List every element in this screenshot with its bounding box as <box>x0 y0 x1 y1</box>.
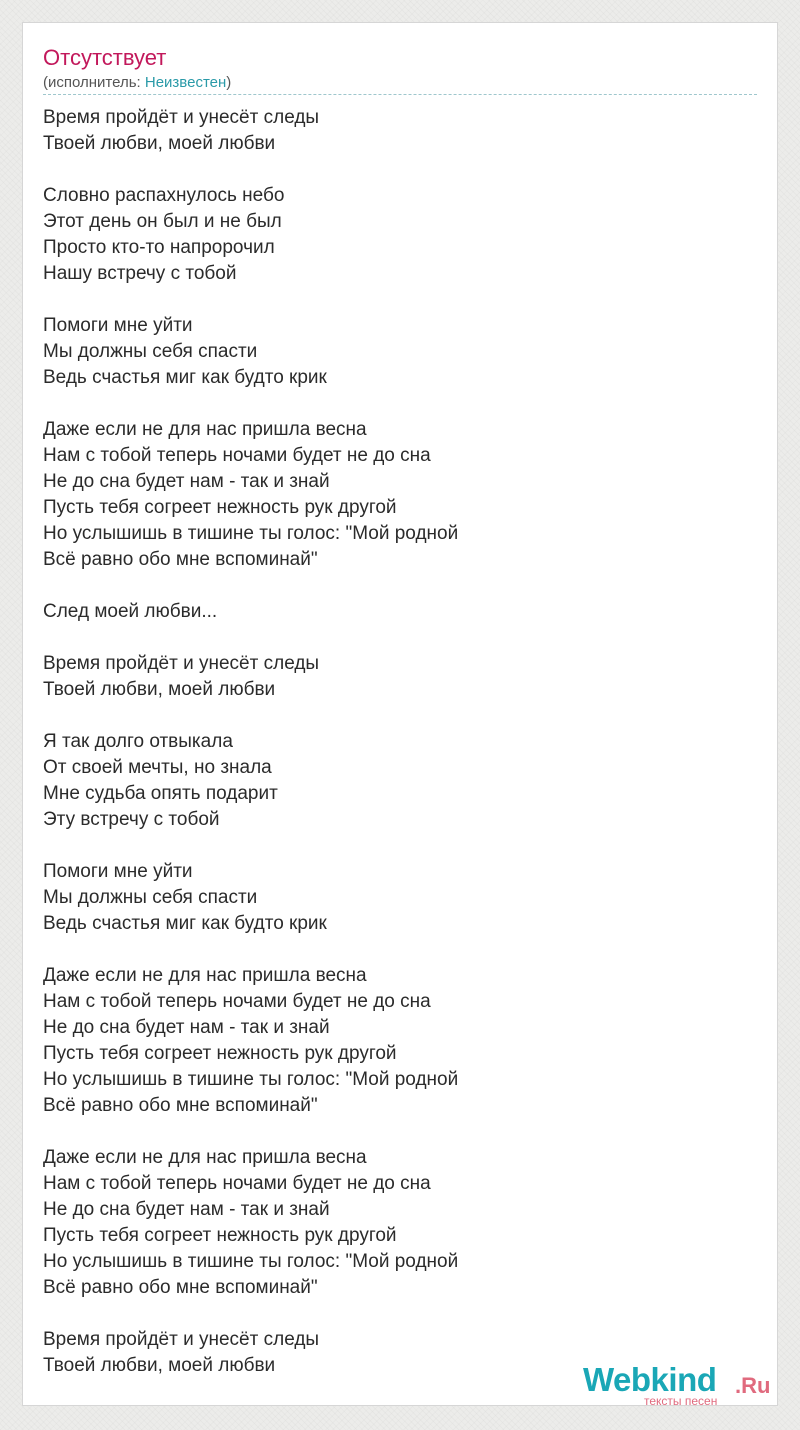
lyrics-card <box>22 22 778 1406</box>
song-title: Отсутствует <box>43 45 167 70</box>
artist-link[interactable]: Неизвестен <box>144 74 227 91</box>
lyric-line: Время пройдёт и унесёт следы <box>43 1329 320 1350</box>
logo-tagline: тексты песен <box>644 1394 718 1408</box>
lyric-line: След моей любви... <box>43 601 218 622</box>
title-divider <box>43 94 757 95</box>
lyrics-verse <box>43 963 743 1119</box>
lyrics-verse <box>43 105 743 157</box>
lyric-line: Мы должны себя спасти <box>43 887 258 908</box>
lyric-line: Всё равно обо мне вспоминай" <box>43 1277 318 1298</box>
lyrics-body <box>43 105 743 1408</box>
lyric-line: Пусть тебя согреет нежность рук другой <box>43 497 397 518</box>
lyric-line: Но услышишь в тишине ты голос: "Мой родной <box>43 1251 459 1272</box>
lyric-line: Даже если не для нас пришла весна <box>43 1147 367 1168</box>
artist-prefix: (исполнитель: <box>43 74 145 91</box>
lyric-line: Мы должны себя спасти <box>43 341 258 362</box>
webkind-logo <box>583 1361 783 1411</box>
lyrics-verse <box>43 599 743 625</box>
lyric-line: Просто кто-то напророчил <box>43 237 275 258</box>
artist-line <box>43 74 231 92</box>
lyric-line: Мне судьба опять подарит <box>43 783 278 804</box>
lyric-line: Не до сна будет нам - так и знай <box>43 471 330 492</box>
lyric-line: Всё равно обо мне вспоминай" <box>43 549 318 570</box>
lyric-line: Ведь счастья миг как будто крик <box>43 913 327 934</box>
lyrics-verse <box>43 417 743 573</box>
lyric-line: Время пройдёт и унесёт следы <box>43 653 320 674</box>
lyric-line: Но услышишь в тишине ты голос: "Мой родной <box>43 1069 459 1090</box>
lyric-line: Не до сна будет нам - так и знай <box>43 1199 330 1220</box>
lyric-line: От своей мечты, но знала <box>43 757 272 778</box>
lyrics-verse <box>43 859 743 937</box>
lyric-line: Этот день он был и не был <box>43 211 282 232</box>
lyric-line: Время пройдёт и унесёт следы <box>43 107 320 128</box>
logo-tld: .Ru <box>735 1373 771 1398</box>
lyric-line: Пусть тебя согреет нежность рук другой <box>43 1225 397 1246</box>
lyric-line: Даже если не для нас пришла весна <box>43 419 367 440</box>
lyric-line: Не до сна будет нам - так и знай <box>43 1017 330 1038</box>
lyric-line: Пусть тебя согреет нежность рук другой <box>43 1043 397 1064</box>
lyric-line: Твоей любви, моей любви <box>43 133 276 154</box>
logo-brand: Webkind <box>583 1361 717 1398</box>
lyrics-verse <box>43 729 743 833</box>
lyrics-verse <box>43 183 743 287</box>
lyrics-verse <box>43 1145 743 1301</box>
lyric-line: Но услышишь в тишине ты голос: "Мой родной <box>43 523 459 544</box>
lyric-line: Твоей любви, моей любви <box>43 1355 276 1376</box>
lyric-line: Помоги мне уйти <box>43 861 193 882</box>
lyric-line: Помоги мне уйти <box>43 315 193 336</box>
lyric-line: Всё равно обо мне вспоминай" <box>43 1095 318 1116</box>
lyric-line: Ведь счастья миг как будто крик <box>43 367 327 388</box>
lyric-line: Нам с тобой теперь ночами будет не до сна <box>43 1173 431 1194</box>
lyric-line: Нам с тобой теперь ночами будет не до сна <box>43 991 431 1012</box>
lyric-line: Эту встречу с тобой <box>43 809 220 830</box>
lyric-line: Нашу встречу с тобой <box>43 263 237 284</box>
lyric-line: Твоей любви, моей любви <box>43 679 276 700</box>
lyric-line: Нам с тобой теперь ночами будет не до сна <box>43 445 431 466</box>
lyric-line: Даже если не для нас пришла весна <box>43 965 367 986</box>
lyrics-verse <box>43 651 743 703</box>
artist-suffix: ) <box>226 74 232 91</box>
lyric-line: Я так долго отвыкала <box>43 731 233 752</box>
lyrics-verse <box>43 313 743 391</box>
lyric-line: Словно распахнулось небо <box>43 185 285 206</box>
